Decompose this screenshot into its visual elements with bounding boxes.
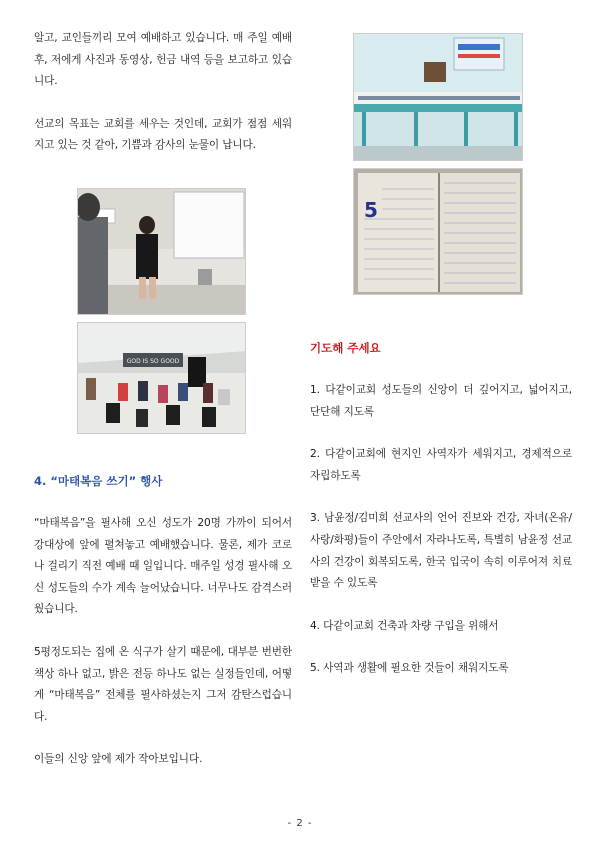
church-banner-text: GOD IS SO GOOD bbox=[126, 358, 180, 365]
prayer-item-1: 1. 다같이교회 성도들의 신앙이 더 깊어지고, 넓어지고, 단단해 지도록 bbox=[310, 384, 572, 418]
photo-congregation bbox=[77, 322, 246, 434]
photo-notebooks-tables bbox=[353, 33, 523, 161]
prayer-item-4: 4. 다같이교회 건축과 차량 구입을 위해서 bbox=[310, 619, 499, 632]
paragraph-matthew-event: “마태복음”을 필사해 오신 성도가 20명 가까이 되어서 강대상에 앞에 펼쳐놓고 예배했습니다. 물론, 제가 코로나 걸리기 직전 예배 때 일입니다. 매주일 성경 필사해 오신 성도들의 수가 계속 늘어났습니다. 너무나도 감격스러웠습니다. bbox=[34, 517, 292, 616]
left-column bbox=[34, 28, 292, 178]
prayer-item-3: 3. 남윤정/김미희 선교사의 언어 진보와 건강, 자녀(온유/사랑/화평)들이 주안에서 자라나도록, 특별히 남윤정 선교사의 건강이 회복되도록, 한국 입국이 속히 이루어져 치료받을 수 있도록 bbox=[310, 512, 572, 590]
paragraph-humble: 이들의 신앙 앞에 제가 작아보입니다. bbox=[34, 753, 203, 766]
section-heading-matthew: 4. “마태복음 쓰기” 행사 bbox=[34, 474, 163, 488]
paragraph-report: 알고, 교인들끼리 모여 예배하고 있습니다. 매 주일 예배 후, 저에게 사진과 동영상, 헌금 내역 등을 보고하고 있습니다. bbox=[34, 32, 292, 88]
notebook-chapter-number: 5 bbox=[364, 198, 378, 222]
page-number: - 2 - bbox=[287, 818, 313, 829]
prayer-item-2: 2. 다같이교회에 현지인 사역자가 세워지고, 경제적으로 자립하도록 bbox=[310, 448, 572, 482]
paragraph-living-conditions: 5평정도되는 집에 온 식구가 살기 때문에, 대부분 번번한 책상 하나 없고, 밝은 전등 하나도 없는 실정들인데, 어떻게 “마태복음” 전체를 필사하셨는지 그저 감탄스럽습니다. bbox=[34, 645, 292, 723]
prayer-section bbox=[310, 338, 572, 701]
prayer-heading: 기도해 주세요 bbox=[310, 341, 381, 355]
left-column-lower bbox=[34, 471, 292, 792]
photo-speaker bbox=[77, 188, 246, 315]
photo-handwritten-notebook bbox=[353, 168, 523, 295]
prayer-item-5: 5. 사역과 생활에 필요한 것들이 채워지도록 bbox=[310, 662, 509, 675]
paragraph-mission-goal: 선교의 목표는 교회를 세우는 것인데, 교회가 점점 세워지고 있는 것 같아, 기쁨과 감사의 눈물이 납니다. bbox=[34, 117, 292, 152]
